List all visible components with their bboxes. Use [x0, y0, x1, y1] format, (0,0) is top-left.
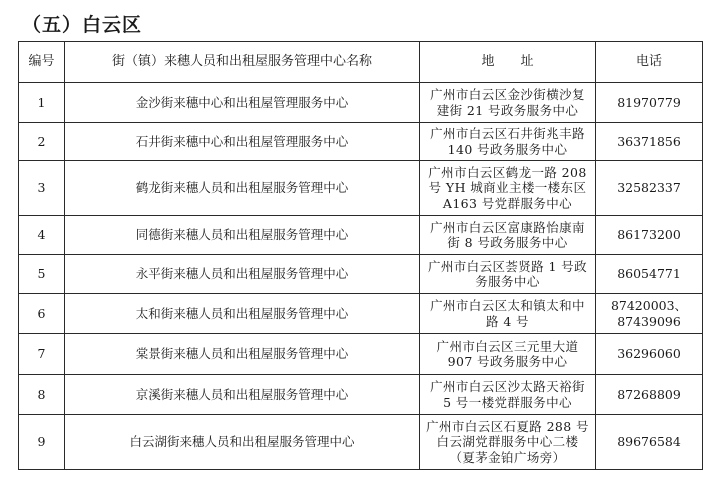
address-cell [420, 255, 596, 294]
address-line: 907 号政务服务中心 [447, 354, 568, 369]
table-row [19, 375, 703, 415]
row-number: 8 [19, 375, 65, 415]
phone-number: 81970779 [617, 94, 681, 110]
center-name: 京溪街来穗人员和出租屋服务管理中心 [65, 375, 420, 415]
center-name: 棠景街来穗人员和出租屋服务管理中心 [65, 334, 420, 375]
address-cell [420, 375, 596, 415]
column-header-number: 编号 [19, 42, 65, 83]
address-line: 路 4 号 [486, 313, 529, 329]
phone-number: 36371856 [617, 133, 681, 149]
column-header-address: 地 址 [420, 42, 596, 83]
address-line: 建街 21 号政务服务中心 [436, 102, 579, 118]
phone-number: 87420003、 [610, 298, 688, 313]
address-line: 号 YH 城商业主楼一楼东区 [428, 180, 587, 196]
address-cell [420, 161, 596, 216]
table-row [19, 255, 703, 294]
address-cell [420, 334, 596, 375]
address-cell [420, 83, 596, 123]
address-line: 务服务中心 [475, 274, 540, 289]
table-row [19, 415, 703, 470]
row-number: 6 [19, 294, 65, 334]
address-line: 广州市白云区石井街兆丰路 [430, 126, 585, 141]
center-name: 永平街来穗人员和出租屋服务管理中心 [65, 255, 420, 294]
address-line: 5 号一楼党群服务中心 [443, 394, 572, 410]
row-number: 9 [19, 415, 65, 470]
phone-number: 32582337 [617, 180, 681, 196]
row-number: 3 [19, 161, 65, 216]
phone-number: 86173200 [617, 227, 681, 243]
phone-number: 87268809 [617, 386, 681, 402]
table-row [19, 216, 703, 255]
row-number: 5 [19, 255, 65, 294]
center-name: 金沙街来穗中心和出租屋管理服务中心 [65, 83, 420, 123]
phone-cell [596, 255, 703, 294]
address-line: 广州市白云区富康路怡康南 [430, 219, 585, 235]
address-line: 140 号政务服务中心 [447, 141, 568, 157]
address-line: 广州市白云区太和镇太和中 [430, 298, 585, 313]
address-cell [420, 415, 596, 470]
table-row [19, 334, 703, 375]
address-line: 广州市白云区金沙街横沙复 [430, 87, 585, 102]
table-row [19, 123, 703, 161]
center-name: 白云湖街来穗人员和出租屋服务管理中心 [65, 415, 420, 470]
service-center-table [18, 41, 703, 470]
column-header-phone: 电话 [596, 42, 703, 83]
phone-number: 86054771 [617, 266, 681, 282]
table-row [19, 83, 703, 123]
table-header-row [19, 42, 703, 83]
phone-number: 89676584 [617, 434, 681, 450]
address-line: （夏茅金铂广场旁） [449, 449, 566, 465]
address-line: 广州市白云区荟贤路 1 号政 [427, 258, 587, 274]
center-name: 太和街来穗人员和出租屋服务管理中心 [65, 294, 420, 334]
row-number: 7 [19, 334, 65, 375]
phone-cell [596, 294, 703, 334]
phone-cell [596, 375, 703, 415]
phone-cell [596, 216, 703, 255]
section-heading: （五）白云区 [22, 14, 143, 36]
address-line: 广州市白云区鹤龙一路 208 [428, 164, 587, 180]
phone-cell [596, 123, 703, 161]
center-name: 石井街来穗中心和出租屋管理服务中心 [65, 123, 420, 161]
address-cell [420, 216, 596, 255]
address-line: 广州市白云区三元里大道 [436, 338, 579, 354]
phone-number: 87439096 [617, 313, 681, 329]
center-name: 同德街来穗人员和出租屋服务管理中心 [65, 216, 420, 255]
table-row [19, 294, 703, 334]
address-cell [420, 123, 596, 161]
table-row [19, 161, 703, 216]
row-number: 4 [19, 216, 65, 255]
phone-cell [596, 334, 703, 375]
address-cell [420, 294, 596, 334]
phone-cell [596, 161, 703, 216]
address-line: 广州市白云区石夏路 288 号 [426, 418, 589, 434]
address-line: A163 号党群服务中心 [442, 195, 573, 211]
phone-cell [596, 415, 703, 470]
row-number: 2 [19, 123, 65, 161]
address-line: 白云湖党群服务中心二楼 [436, 434, 579, 450]
column-header-center-name: 街（镇）来穗人员和出租屋服务管理中心名称 [65, 42, 420, 83]
row-number: 1 [19, 83, 65, 123]
address-line: 街 8 号政务服务中心 [447, 235, 568, 250]
phone-cell [596, 83, 703, 123]
address-line: 广州市白云区沙太路天裕街 [430, 379, 585, 394]
center-name: 鹤龙街来穗人员和出租屋服务管理中心 [65, 161, 420, 216]
phone-number: 36296060 [617, 346, 681, 362]
